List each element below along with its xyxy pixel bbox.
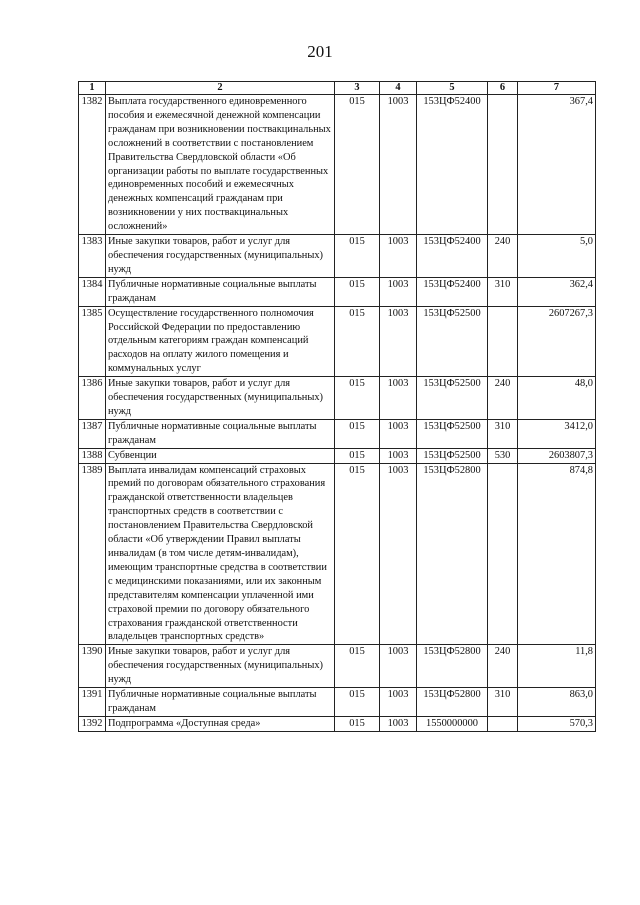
row-section-code: 1003 bbox=[380, 688, 417, 717]
table-row bbox=[79, 419, 596, 448]
table-row bbox=[79, 377, 596, 420]
budget-table bbox=[78, 81, 596, 732]
row-expense-type bbox=[488, 306, 518, 377]
row-expense-type bbox=[488, 95, 518, 235]
row-expense-type bbox=[488, 463, 518, 645]
row-ministry-code: 015 bbox=[335, 95, 380, 235]
row-ministry-code: 015 bbox=[335, 377, 380, 420]
row-section-code: 1003 bbox=[380, 235, 417, 278]
header-col-2: 2 bbox=[106, 82, 335, 95]
row-expense-type: 240 bbox=[488, 377, 518, 420]
row-section-code: 1003 bbox=[380, 277, 417, 306]
row-ministry-code: 015 bbox=[335, 235, 380, 278]
row-amount: 863,0 bbox=[518, 688, 596, 717]
row-name: Выплата инвалидам компенсаций страховых премий по договорам обязательного страхования гражданской ответственности владельцев транспортных средств в соответствии с постановлением Правительства Свердловской области «Об утверждении Правил выплаты инвалидам (в том числе детям-инвалидам), имеющим транспортные средства в соответствии с медицинскими показаниями, или их законным представителям компенсации уплаченной ими страховой премии по договору обязательного страхования гражданской ответственности владельцев транспортных средств» bbox=[106, 463, 335, 645]
header-col-6: 6 bbox=[488, 82, 518, 95]
page-number: 201 bbox=[307, 42, 333, 61]
header-col-3: 3 bbox=[335, 82, 380, 95]
row-expense-type bbox=[488, 716, 518, 731]
row-amount: 2607267,3 bbox=[518, 306, 596, 377]
row-expense-type: 310 bbox=[488, 277, 518, 306]
table-row bbox=[79, 235, 596, 278]
row-ministry-code: 015 bbox=[335, 419, 380, 448]
row-section-code: 1003 bbox=[380, 419, 417, 448]
row-number: 1385 bbox=[79, 306, 106, 377]
row-amount: 2603807,3 bbox=[518, 448, 596, 463]
row-name: Иные закупки товаров, работ и услуг для обеспечения государственных (муниципальных) нужд bbox=[106, 377, 335, 420]
row-section-code: 1003 bbox=[380, 95, 417, 235]
table-row bbox=[79, 463, 596, 645]
row-target-code: 153ЦФ52400 bbox=[417, 95, 488, 235]
row-section-code: 1003 bbox=[380, 716, 417, 731]
row-amount: 367,4 bbox=[518, 95, 596, 235]
row-number: 1388 bbox=[79, 448, 106, 463]
table-row bbox=[79, 277, 596, 306]
row-section-code: 1003 bbox=[380, 645, 417, 688]
row-ministry-code: 015 bbox=[335, 463, 380, 645]
table-row bbox=[79, 716, 596, 731]
row-number: 1382 bbox=[79, 95, 106, 235]
row-number: 1384 bbox=[79, 277, 106, 306]
row-number: 1389 bbox=[79, 463, 106, 645]
row-name: Публичные нормативные социальные выплаты гражданам bbox=[106, 419, 335, 448]
row-number: 1383 bbox=[79, 235, 106, 278]
table-row bbox=[79, 448, 596, 463]
header-col-5: 5 bbox=[417, 82, 488, 95]
row-target-code: 153ЦФ52500 bbox=[417, 306, 488, 377]
row-amount: 362,4 bbox=[518, 277, 596, 306]
row-amount: 5,0 bbox=[518, 235, 596, 278]
row-number: 1392 bbox=[79, 716, 106, 731]
header-col-7: 7 bbox=[518, 82, 596, 95]
row-ministry-code: 015 bbox=[335, 306, 380, 377]
row-name: Иные закупки товаров, работ и услуг для обеспечения государственных (муниципальных) нужд bbox=[106, 235, 335, 278]
row-target-code: 153ЦФ52500 bbox=[417, 377, 488, 420]
table-row bbox=[79, 306, 596, 377]
row-name: Иные закупки товаров, работ и услуг для обеспечения государственных (муниципальных) нужд bbox=[106, 645, 335, 688]
row-name: Выплата государственного единовременного пособия и ежемесячной денежной компенсации гражданам при возникновении поствакцинальных осложнений в соответствии с постановлением Правительства Свердловской области «Об организации работы по выплате государственных единовременных пособий и ежемесячных денежных компенсаций гражданам при возникновении у них поствакцинальных осложнений» bbox=[106, 95, 335, 235]
row-expense-type: 240 bbox=[488, 645, 518, 688]
row-section-code: 1003 bbox=[380, 377, 417, 420]
table-row bbox=[79, 95, 596, 235]
row-name: Осуществление государственного полномочия Российской Федерации по предоставлению отдельным категориям граждан компенсаций расходов на оплату жилого помещения и коммунальных услуг bbox=[106, 306, 335, 377]
row-number: 1387 bbox=[79, 419, 106, 448]
row-ministry-code: 015 bbox=[335, 645, 380, 688]
row-target-code: 153ЦФ52400 bbox=[417, 235, 488, 278]
row-expense-type: 310 bbox=[488, 688, 518, 717]
row-name: Субвенции bbox=[106, 448, 335, 463]
row-name: Подпрограмма «Доступная среда» bbox=[106, 716, 335, 731]
row-ministry-code: 015 bbox=[335, 688, 380, 717]
header-col-4: 4 bbox=[380, 82, 417, 95]
row-section-code: 1003 bbox=[380, 448, 417, 463]
row-amount: 874,8 bbox=[518, 463, 596, 645]
table-row bbox=[79, 645, 596, 688]
row-amount: 11,8 bbox=[518, 645, 596, 688]
row-name: Публичные нормативные социальные выплаты гражданам bbox=[106, 688, 335, 717]
row-number: 1386 bbox=[79, 377, 106, 420]
row-amount: 48,0 bbox=[518, 377, 596, 420]
row-expense-type: 310 bbox=[488, 419, 518, 448]
row-number: 1390 bbox=[79, 645, 106, 688]
row-section-code: 1003 bbox=[380, 463, 417, 645]
row-ministry-code: 015 bbox=[335, 277, 380, 306]
row-name: Публичные нормативные социальные выплаты гражданам bbox=[106, 277, 335, 306]
header-col-1: 1 bbox=[79, 82, 106, 95]
row-target-code: 153ЦФ52800 bbox=[417, 463, 488, 645]
row-ministry-code: 015 bbox=[335, 716, 380, 731]
row-section-code: 1003 bbox=[380, 306, 417, 377]
table-row bbox=[79, 688, 596, 717]
row-target-code: 153ЦФ52500 bbox=[417, 419, 488, 448]
row-target-code: 153ЦФ52500 bbox=[417, 448, 488, 463]
row-target-code: 153ЦФ52400 bbox=[417, 277, 488, 306]
row-target-code: 1550000000 bbox=[417, 716, 488, 731]
row-target-code: 153ЦФ52800 bbox=[417, 645, 488, 688]
table-header-row bbox=[79, 82, 596, 95]
row-amount: 570,3 bbox=[518, 716, 596, 731]
row-number: 1391 bbox=[79, 688, 106, 717]
row-amount: 3412,0 bbox=[518, 419, 596, 448]
row-expense-type: 240 bbox=[488, 235, 518, 278]
row-ministry-code: 015 bbox=[335, 448, 380, 463]
row-target-code: 153ЦФ52800 bbox=[417, 688, 488, 717]
row-expense-type: 530 bbox=[488, 448, 518, 463]
